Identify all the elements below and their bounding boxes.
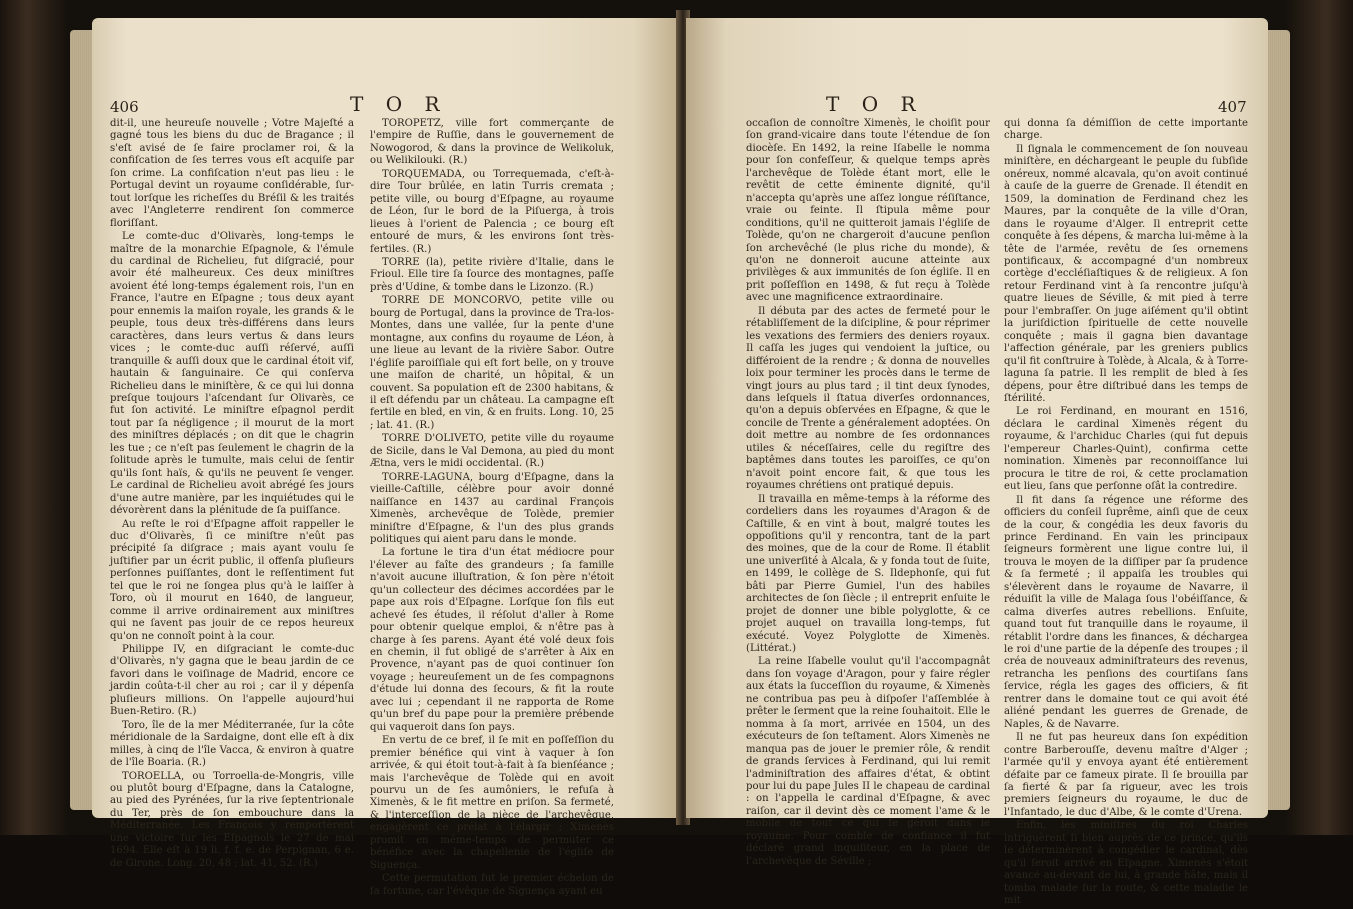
left-page-edges xyxy=(70,30,92,810)
paragraph: Toro, île de la mer Méditerranée, ſur la côte méridionale de la Sardaigne, dont elle eſt à dix milles, à cinq de l'île Vacca, & environ à quatre de l'île Boaria. (R.) xyxy=(110,719,354,769)
right-page-column-1 xyxy=(746,118,990,869)
paragraph: La fortune le tira d'un état médiocre pour l'élever au faîte des grandeurs ; ſa famille n'avoit aucune illuſtration, & ſon père n'étoit qu'un collecteur des décimes accordées par le pape aux rois d'Eſpagne. Lorſque ſon fils eut achevé ſes études, il réſolut d'aller à Rome pour obtenir quelque emploi, & n'être pas à charge à ſes parens. Ayant été volé deux fois en chemin, il fut obligé de s'arrêter à Aix en Provence, n'ayant pas de quoi continuer ſon voyage ; heureuſement un de ſes compagnons d'étude lui donna des ſecours, & fit la route avec lui ; cependant il ne rapporta de Rome qu'un bref du pape pour la première prébende qui vaqueroit dans ſon pays. xyxy=(370,547,614,733)
paragraph: En vertu de ce bref, il ſe mit en poſſeſſion du premier bénéfice qui vint à vaquer à ſon arrivée, & qui étoit tout-à-fait à ſa bienſéance ; mais l'archevêque de Tolède qui en avoit pourvu un de ſes aumôniers, le refuſa à Ximenès, & le fit mettre en priſon. Sa fermeté, & l'interceſſion de la nièce de l'archevêque, engagèrent ce prélat à l'élargir ; Ximenès promit en même-temps de permuter ce bénéfice avec la chapellenie de l'égliſe de Siguença. xyxy=(370,735,614,871)
paragraph: Philippe IV, en diſgraciant le comte-duc d'Olivarès, n'y gagna que le beau jardin de ce favori dans le voiſinage de Madrid, encore ce jardin coûta-t-il cher au roi ; car il y dépenſa pluſieurs millions. On l'appelle aujourd'hui Buen-Retiro. (R.) xyxy=(110,644,354,718)
left-page xyxy=(92,18,680,897)
right-running-head: T O R xyxy=(826,92,924,116)
left-running-head: T O R xyxy=(350,92,448,116)
paragraph: TOROELLA, ou Torroella-de-Mongris, ville ou plutôt bourg d'Eſpagne, dans la Catalogne, au pied des Pyrénées, ſur la rive ſeptentrionale du Ter, près de ſon embouchure dans la Méditerranée. Les François y remportèrent une victoire ſur les Eſpagnols le 27 de mai 1694. Elle eſt à 19 li. f. f. e. de Perpignan, 6 e. de Girone. Long. 20, 48 ; lat. 41, 52. (R.) xyxy=(110,770,354,869)
paragraph: TORRE (la), petite rivière d'Italie, dans le Frioul. Elle tire ſa ſource des montagnes, paſſe près d'Udine, & tombe dans le Lizonzo. (R.) xyxy=(370,256,614,293)
paragraph: Il ſignala le commencement de ſon nouveau miniſtère, en déchargeant le peuple du ſubſide onéreux, nommé alcavala, qu'on avoit continué à cauſe de la guerre de Grenade. Il étendit en 1509, la domination de Ferdinand chez les Maures, par la conquête de la ville d'Oran, dans le royaume d'Alger. Il entreprit cette conquête à ſes dépens, & marcha lui-même à la tête de l'armée, revêtu de ſes ornemens pontificaux, & accompagné d'un nombreux cortège d'eccléſiaſtiques & de religieux. A ſon retour Ferdinand vint à ſa rencontre juſqu'à quatre lieues de Séville, & mit pied à terre pour l'embraſſer. On juge aiſément qu'il obtint la juriſdiction ſpirituelle de cette nouvelle conquête ; mais il gagna bien davantage l'affection générale, par les greniers publics qu'il fit conſtruire à Tolède, à Alcala, & à Torre-laguna ſa patrie. Il les remplit de bled à ſes dépens, pour être diſtribué dans les temps de ſtérilité. xyxy=(1004,143,1248,404)
paragraph: TOROPETZ, ville fort commerçante de l'empire de Ruſſie, dans le gouvernement de Nowogorod, & dans la province de Welikoluk, ou Welikilouki. (R.) xyxy=(370,118,614,167)
paragraph: Il débuta par des actes de fermeté pour le rétabliſſement de la diſcipline, & pour réprimer les vexations des fermiers des deniers royaux. Il caſſa les juges qui vendoient la juſtice, ou différoient de la rendre ; & donna de nouvelles loix pour terminer les procès dans le terme de vingt jours au plus tard ; il tint deux ſynodes, dans leſquels il ſtatua diverſes ordonnances, qu'on a depuis obſervées en Eſpagne, & que le concile de Trente a généralement adoptées. On doit mettre au nombre de ſes ordonnances utiles & néceſſaires, celle du regiſtre des baptêmes dans toutes les paroiſſes, ce qu'on n'avoit point encore fait, & que tous les royaumes chrétiens ont pratiqué depuis. xyxy=(746,305,990,492)
paragraph: Il fit dans ſa régence une réforme des officiers du conſeil ſuprême, ainſi que de ceux de la cour, & congédia les deux favoris du prince Ferdinand. En vain les principaux ſeigneurs formèrent une ligue contre lui, il trouva le moyen de la diſſiper par ſa prudence & ſa fermeté ; il appaiſa les troubles qui s'élevèrent dans le royaume de Navarre, il réduiſit la ville de Malaga ſous l'obéiſſance, & calma diverſes autres rebellions. Enſuite, quand tout fut tranquille dans le royaume, il rétablit l'ordre dans les finances, & déchargea le roi d'une partie de la dépenſe des troupes ; il créa de nouveaux adminiſtrateurs des revenus, retrancha les penſions des courtiſans ſans ſervice, régla les gages des officiers, & fit rentrer dans le domaine tout ce qui avoit été aliéné pendant les guerres de Grenade, de Naples, & de Navarre. xyxy=(1004,494,1248,730)
paragraph: Le roi Ferdinand, en mourant en 1516, déclara le cardinal Ximenès régent du royaume, & l'archiduc Charles (qui fut depuis l'empereur Charles-Quint), confirma cette nomination. Ximenès par reconnoiſſance lui procura le titre de roi, & cette proclamation eut lieu, ſans que perſonne oſât la contredire. xyxy=(1004,406,1248,493)
paragraph: Cette permutation fut le premier échelon de ſa fortune, car l'évêque de Siguença ayant eu xyxy=(370,873,614,897)
left-page-column-2 xyxy=(370,118,614,899)
paragraph: Il ne fut pas heureux dans ſon expédition contre Barberouſſe, devenu maître d'Alger ; l'armée qu'il y envoya ayant été entièrement défaite par ce fameux pirate. Il ſe brouilla par ſa fierté & par ſa rigueur, avec les trois premiers ſeigneurs du royaume, le duc de l'Infantado, le duc d'Albe, & le comte d'Urena. xyxy=(1004,732,1248,818)
paragraph: TORRE D'OLIVETO, petite ville du royaume de Sicile, dans le Val Demona, au pied du mont Ætna, vers le midi occidental. (R.) xyxy=(370,433,614,470)
right-page xyxy=(686,18,1268,907)
paragraph: Il travailla en même-temps à la réforme des cordeliers dans les royaumes d'Aragon & de Caſtille, & en vint à bout, malgré toutes les oppoſitions qu'il y rencontra, tant de la part des moines, que de la cour de Rome. Il établit une univerſité à Alcala, & y fonda tout de ſuite, en 1499, le collège de S. Ildephonſe, qui fut bâti par Pierre Gumiel, l'un des habiles architectes de ſon ſiècle ; il entreprit enſuite le projet de donner une bible polyglotte, & ce projet auquel on travailla long-temps, fut exécuté. Voyez Polyglotte de Ximenès. (Littérat.) xyxy=(746,493,990,655)
paragraph: Au reſte le roi d'Eſpagne affoit rappeller le duc d'Olivarès, ſi ce miniſtre n'eût pas précipité ſa diſgrace ; mais ayant voulu ſe juſtifier par un écrit public, il offenſa pluſieurs perſonnes puiſſantes, dont le reſſentiment fut tel que le roi ne ſongea plus qu'à le laiſſer à Toro, où il mourut en 1640, de langueur, comme il arrive ordinairement aux miniſtres qui ne ſavent pas jouir de ce repos heureux qu'on ne connoît point à la cour. xyxy=(110,518,354,642)
left-page-column-1 xyxy=(110,118,354,871)
paragraph: La reine Iſabelle voulut qu'il l'accompagnât dans ſon voyage d'Aragon, pour y faire régler aux états la ſucceſſion du royaume, & Ximenès ne contribua pas peu à diſpoſer l'aſſemblée à prêter le ſerment que la reine ſouhaitoit. Elle le nomma à ſa mort, arrivée en 1504, un des exécuteurs de ſon teſtament. Alors Ximenès ne manqua pas de jouer le premier rôle, & rendit de grands ſervices à Ferdinand, qui lui remit l'adminiſtration des affaires d'état, & obtint pour lui du pape Jules II le chapeau de cardinal : on l'appella le cardinal d'Eſpagne, & avec raiſon, car il devint dès ce moment l'ame & le mobile de tout ce qui ſe géroit dans le royaume. Pour comble de confiance il fut déclaré grand inquiſiteur, en la place de l'archevêque de Séville ; xyxy=(746,656,990,867)
paragraph: TORRE-LAGUNA, bourg d'Eſpagne, dans la vieille-Caſtille, célèbre pour avoir donné naiſſance en 1437 au cardinal François Ximenès, archevêque de Tolède, premier miniſtre d'Eſpagne, & l'un des plus grands politiques qui aient paru dans le monde. xyxy=(370,471,614,545)
paragraph: TORQUEMADA, ou Torrequemada, c'eſt-à-dire Tour brûlée, en latin Turris cremata ; petite ville, ou bourg d'Eſpagne, au royaume de Léon, ſur le bord de la Piſuerga, à trois lieues à l'orient de Palencia ; ce bourg eſt entouré de murs, & les environs ſont très-fertiles. (R.) xyxy=(370,168,614,255)
left-page-number: 406 xyxy=(110,98,139,116)
paragraph: Le comte-duc d'Olivarès, long-temps le maître de la monarchie Eſpagnole, & l'émule du cardinal de Richelieu, fut diſgracié, pour avoir été malheureux. Ces deux miniſtres avoient été long-temps également rois, l'un en France, l'autre en Eſpagne ; tous deux ayant pour ennemis la maiſon royale, les grands & le peuple, tous deux très-différens dans leurs caractères, dans leurs vertus & dans leurs vices ; le comte-duc auſſi réſervé, auſſi tranquille & auſſi doux que le cardinal étoit vif, hautain & ſanguinaire. Ce qui conſerva Richelieu dans le miniſtère, & ce qui lui donna preſque toujours l'aſcendant ſur Olivarès, ce fut ſon activité. Le miniſtre eſpagnol perdit tout par ſa négligence ; il mourut de la mort des miniſtres déplacés ; on dit que le chagrin les tue ; ce n'eſt pas ſeulement le chagrin de la ſolitude après le tumulte, mais celui de ſentir qu'ils ſont haïs, & qu'ils ne peuvent ſe venger. Le cardinal de Richelieu avoit abrégé ſes jours d'une autre manière, par les inquiétudes qui le dévorèrent dans la plénitude de ſa puiſſance. xyxy=(110,231,354,517)
left-page-header xyxy=(92,78,680,116)
paragraph: qui donna ſa démiſſion de cette importante charge. xyxy=(1004,118,1248,142)
paragraph: Enfin, les miniſtres du roi Charles intriguèrent ſi bien auprès de ce prince, qu'ils le déterminèrent à congédier le cardinal, dès qu'il ſeroit arrivé en Eſpagne. Ximenès s'étoit avancé au-devant de lui, à grande hâte, mais il tomba malade ſur la route, & cette maladie le mit xyxy=(1004,820,1248,907)
paragraph: occaſion de connoître Ximenès, le choiſit pour ſon grand-vicaire dans toute l'étendue de ſon diocèſe. En 1492, la reine Iſabelle le nomma pour ſon confeſſeur, & quelque temps après l'archevêque de Tolède étant mort, elle le revêtit de cette éminente dignité, qu'il n'accepta qu'après une aſſez longue réſiſtance, vraie ou feinte. Il ſtipula même pour conditions, qu'il ne quitteroit jamais l'égliſe de Tolède, qu'on ne chargeroit d'aucune penſion ſon archevêché (le plus riche du monde), & qu'on ne donneroit aucune atteinte aux privilèges & aux immunités de ſon égliſe. Il en prit poſſeſſion en 1498, & fut reçu à Tolède avec une magnificence extraordinaire. xyxy=(746,118,990,304)
right-page-number: 407 xyxy=(1218,98,1247,116)
right-page-column-2 xyxy=(1004,118,1248,909)
right-page-header xyxy=(686,78,1268,116)
paragraph: dit-il, une heureuſe nouvelle ; Votre Majeſté a gagné tous les biens du duc de Bragance ; il s'eſt avisé de ſe faire proclamer roi, & la confiſcation de ſes terres vous eſt acquiſe par ſon crime. La confiſcation n'eut pas lieu : le Portugal devint un royaume conſidérable, ſur-tout lorſque les richeſſes du Bréſil & les traités avec l'Angleterre rendirent ſon commerce floriſſant. xyxy=(110,118,354,229)
paragraph: TORRE DE MONCORVO, petite ville ou bourg de Portugal, dans la province de Tra-los-Montes, dans une vallée, ſur la pente d'une montagne, aux confins du royaume de Léon, à une lieue au levant de la rivière Sabor. Outre l'égliſe paroiſſiale qui eſt fort belle, on y trouve une maiſon de charité, un hôpital, & un couvent. Sa population eſt de 2300 habitans, & il eſt défendu par un château. La campagne eſt fertile en bled, en vin, & en fruits. Long. 10, 25 ; lat. 41. (R.) xyxy=(370,295,614,431)
right-page-edges xyxy=(1268,30,1290,810)
